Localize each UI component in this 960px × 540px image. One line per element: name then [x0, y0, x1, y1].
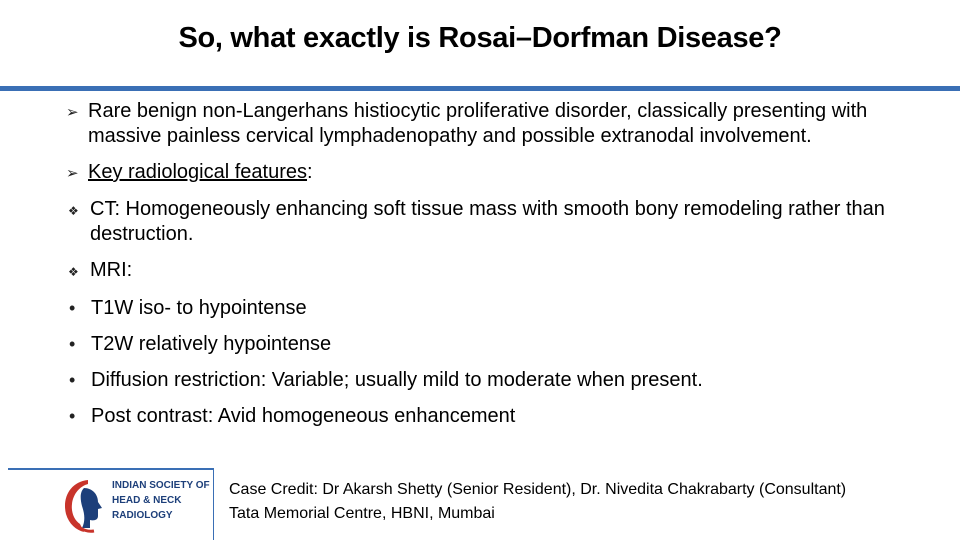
bullet-item-post-contrast [66, 404, 926, 429]
logo-line-1: INDIAN SOCIETY OF [112, 480, 210, 491]
case-credit [229, 478, 846, 526]
bullet-text: Diffusion restriction: Variable; usually mild to moderate when present. [91, 369, 703, 391]
bullet-item-diffusion [66, 368, 926, 393]
credit-line-1: Case Credit: Dr Akarsh Shetty (Senior Resident), Dr. Nivedita Chakrabarty (Consultant) [229, 481, 847, 498]
bullet-text: Rare benign non-Langerhans histiocytic proliferative disorder, classically presenting with massive painless cervical lymphadenopathy and possible extranodal involvement. [88, 100, 868, 147]
colon-suffix: : [307, 161, 313, 183]
dot-bullet-icon: • [69, 406, 76, 426]
bullet-item-key-features [66, 160, 926, 186]
arrow-bullet-icon: ➢ [66, 165, 79, 182]
bullet-text: T1W iso- to hypointense [91, 297, 307, 319]
logo-line-2: HEAD & NECK [112, 495, 182, 506]
arrow-bullet-icon: ➢ [66, 104, 79, 121]
bullet-text [88, 160, 313, 185]
underlined-heading: Key radiological features [88, 161, 308, 183]
slide-content [66, 99, 926, 440]
bullet-item-mri [66, 258, 926, 285]
logo-text [112, 478, 210, 523]
logo-line-3: RADIOLOGY [112, 510, 173, 521]
bullet-item-ct [66, 197, 926, 247]
slide-title: So, what exactly is Rosai–Dorfman Disease? [178, 22, 782, 54]
head-profile-logo-icon [58, 476, 108, 534]
dot-bullet-icon: • [69, 370, 76, 390]
dot-bullet-icon: • [69, 334, 76, 354]
diamond-bullet-icon: ❖ [68, 265, 79, 279]
title-divider [0, 86, 960, 91]
society-logo [8, 468, 214, 540]
bullet-item-t1w [66, 296, 926, 321]
credit-line-2: Tata Memorial Centre, HBNI, Mumbai [229, 505, 495, 522]
bullet-text: CT: Homogeneously enhancing soft tissue mass with smooth bony remodeling rather than destruction. [90, 198, 885, 245]
bullet-item-definition [66, 99, 926, 149]
bullet-text: Post contrast: Avid homogeneous enhancement [91, 405, 516, 427]
diamond-bullet-icon: ❖ [68, 204, 79, 218]
dot-bullet-icon: • [69, 298, 76, 318]
bullet-text: T2W relatively hypointense [91, 333, 332, 355]
bullet-item-t2w [66, 332, 926, 357]
bullet-text: MRI: [90, 259, 133, 281]
